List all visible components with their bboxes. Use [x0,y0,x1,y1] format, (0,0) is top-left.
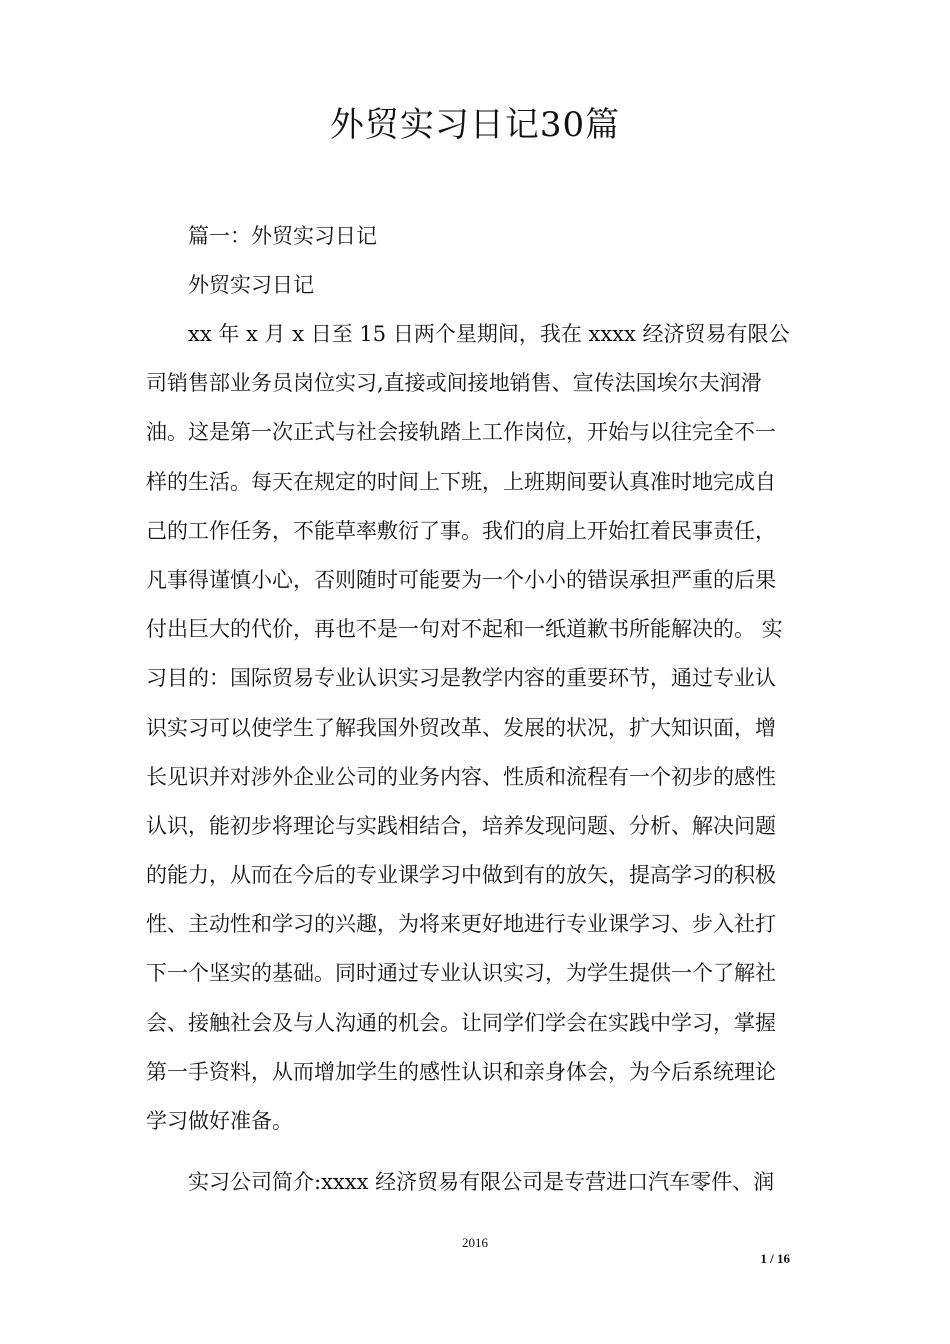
paragraph-line: 认识，能初步将理论与实践相结合，培养发现问题、分析、解决问题 [146,813,776,838]
paragraph-line: 实习公司简介:xxxx 经济贸易有限公司是专营进口汽车零件、润 [188,1170,775,1194]
paragraph-line: 性、主动性和学习的兴趣，为将来更好地进行专业课学习、步入社打 [146,912,776,937]
paragraph-line: 学习做好准备。 [146,1109,293,1133]
footer-year: 2016 [462,1235,488,1250]
section-heading: 篇一：外贸实习日记 [188,224,377,248]
paragraph-line: 第一手资料，从而增加学生的感性认识和亲身体会，为今后系统理论 [146,1059,776,1084]
paragraph-1 [146,310,806,1146]
paragraph-line: 的能力，从而在今后的专业课学习中做到有的放矢，提高学习的积极 [146,863,776,888]
paragraph-line: xx 年 x 月 x 日至 15 日两个星期间，我在 xxxx 经济贸易有限公 [188,322,790,346]
paragraph-line: 油。这是第一次正式与社会接轨踏上工作岗位，开始与以往完全不一 [146,420,776,445]
paragraph-line: 识实习可以使学生了解我国外贸改革、发展的状况，扩大知识面，增 [146,715,776,740]
paragraph-line: 凡事得谨慎小心，否则随时可能要为一个小小的错误承担严重的后果 [146,567,776,592]
document-title: 外贸实习日记30篇 [329,105,621,145]
paragraph-line: 付出巨大的代价，再也不是一句对不起和一纸道歉书所能解决的。 实 [146,617,783,642]
paragraph-line: 长见识并对涉外企业公司的业务内容、性质和流程有一个初步的感性 [146,764,776,789]
paragraph-line: 样的生活。每天在规定的时间上下班，上班期间要认真准时地完成自 [146,469,776,494]
paragraph-line: 下一个坚实的基础。同时通过专业认识实习，为学生提供一个了解社 [146,961,776,986]
paragraph-line: 司销售部业务员岗位实习,直接或间接地销售、宣传法国埃尔夫润滑 [146,371,762,396]
page-indicator: 1 / 16 [760,1251,790,1266]
paragraph-line: 己的工作任务，不能草率敷衍了事。我们的肩上开始扛着民事责任， [146,518,776,543]
paragraph-line: 会、接触社会及与人沟通的机会。让同学们学会在实践中学习，掌握 [146,1010,776,1035]
paragraph-line: 习目的：国际贸易专业认识实习是教学内容的重要环节，通过专业认 [146,666,776,691]
sub-heading: 外贸实习日记 [188,273,314,297]
paragraph-2 [146,1158,806,1207]
